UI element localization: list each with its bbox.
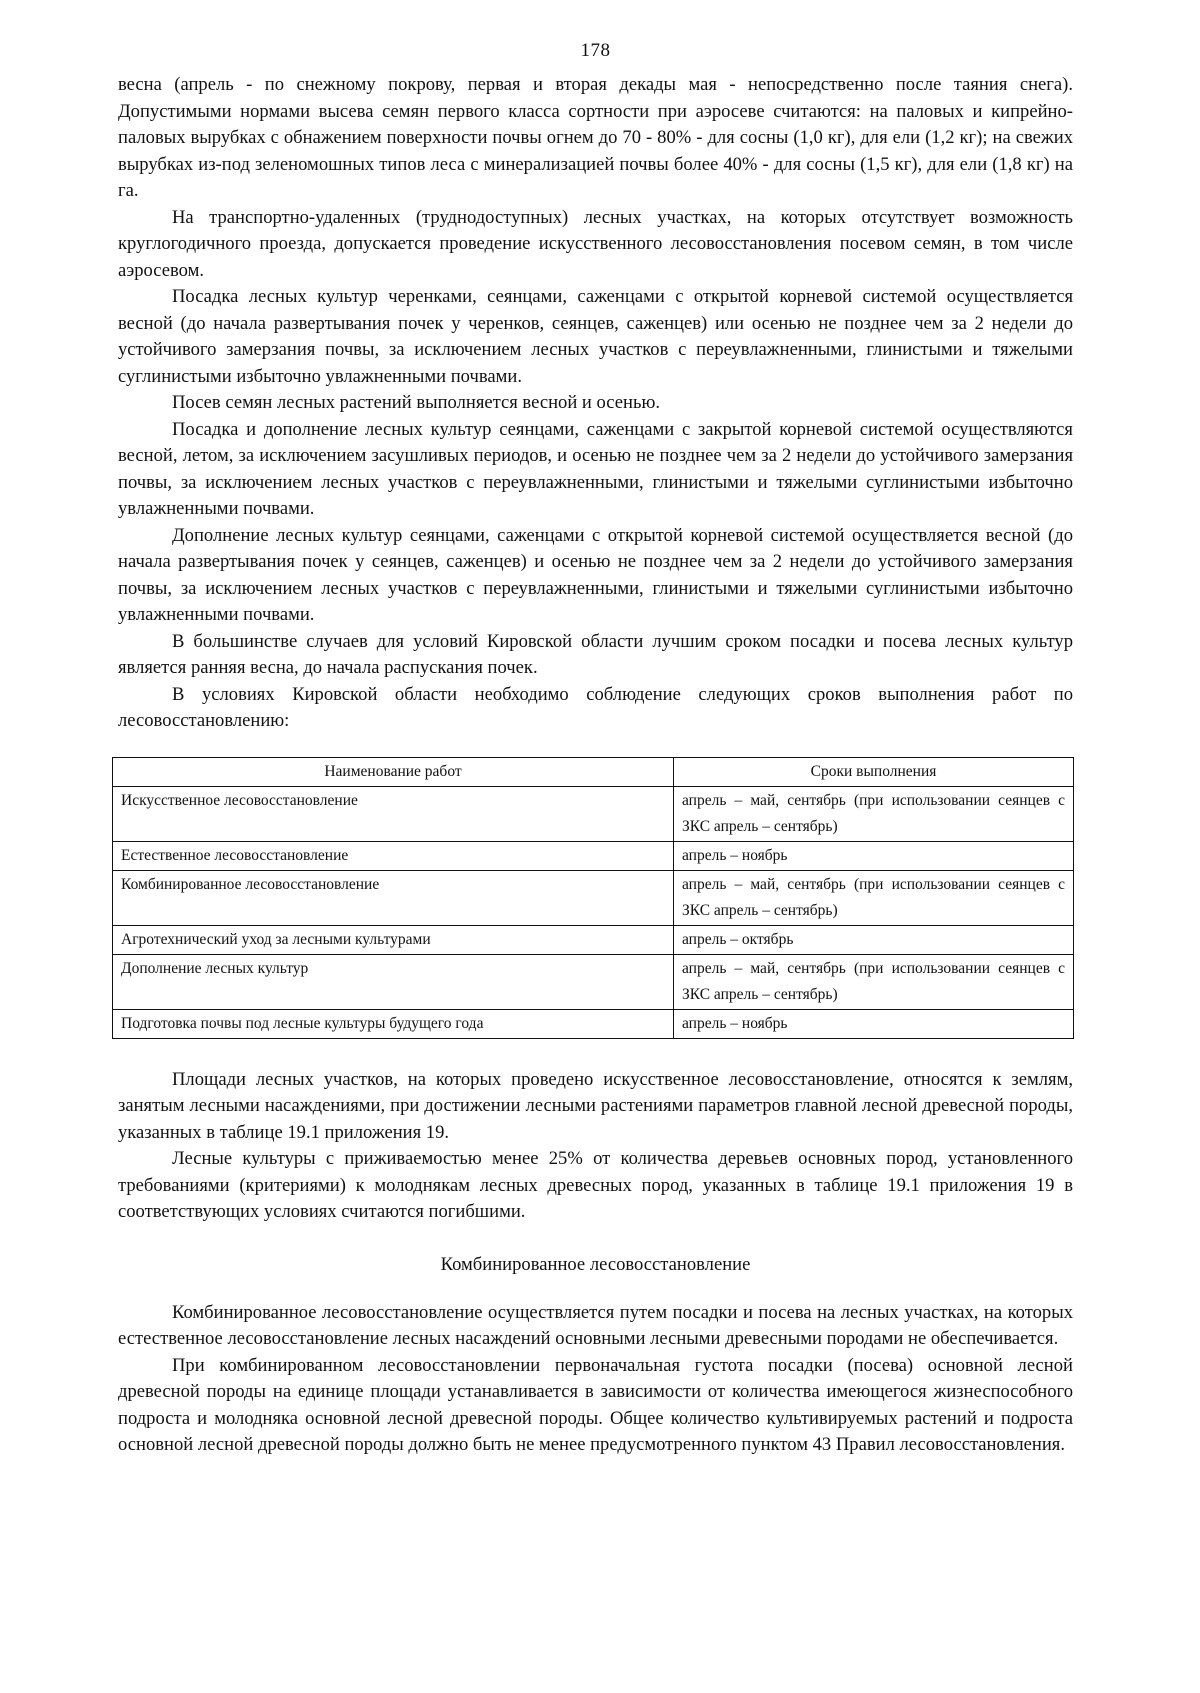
schedule-cell: апрель – ноябрь: [674, 1009, 1074, 1038]
work-name-cell: Естественное лесовосстановление: [113, 841, 674, 870]
paragraph: весна (апрель - по снежному покрову, первая и вторая декады мая - непосредственно после таяния снега). Допустимыми нормами высева семян первого класса сортности при аэросеве считаются: на паловых и кипрейно-паловых вырубках с обнажением поверхности почвы огнем до 70 - 80% - для сосны (1,0 кг), для ели (1,2 кг); на свежих вырубках из-под зеленомошных типов леса с минерализацией почвы более 40% - для сосны (1,5 кг), для ели (1,8 кг) на га.: [118, 74, 1073, 201]
schedule-cell: апрель – ноябрь: [674, 841, 1074, 870]
work-name-cell: Агротехнический уход за лесными культурами: [113, 925, 674, 954]
table-row: [113, 870, 1074, 925]
table-row: [113, 841, 1074, 870]
table-row: [113, 786, 1074, 841]
work-name-cell: Комбинированное лесовосстановление: [113, 870, 674, 925]
document-page: [118, 40, 1073, 1459]
table-row: [113, 954, 1074, 1009]
work-name-cell: Искусственное лесовосстановление: [113, 786, 674, 841]
paragraph: При комбинированном лесовосстановлении первоначальная густота посадки (посева) основной лесной древесной породы на единице площади устанавливается в зависимости от количества имеющегося жизнеспособного подроста и молодняка основной лесной древесной породы. Общее количество культивируемых растений и подроста основной лесной древесной породы должно быть не менее предусмотренного пунктом 43 Правил лесовосстановления.: [118, 1354, 1073, 1455]
column-header: Сроки выполнения: [674, 757, 1074, 786]
paragraph: Посев семян лесных растений выполняется весной и осенью.: [172, 392, 660, 413]
schedule-cell: апрель – май, сентябрь (при использовании сеянцев с ЗКС апрель – сентябрь): [674, 870, 1074, 925]
column-header: Наименование работ: [113, 757, 674, 786]
table-header-row: [113, 757, 1074, 786]
paragraph: Комбинированное лесовосстановление осуществляется путем посадки и посева на лесных участках, на которых естественное лесовосстановление лесных насаждений основными лесными древесными породами не обеспечивается.: [118, 1301, 1073, 1349]
section-heading: Комбинированное лесовосстановление: [440, 1253, 751, 1275]
paragraph: Площади лесных участков, на которых проведено искусственное лесовосстановление, относятся к землям, занятым лесными насаждениями, при достижении лесными растениями параметров главной лесной древесной породы, указанных в таблице 19.1 приложения 19.: [118, 1068, 1073, 1143]
paragraph: В условиях Кировской области необходимо соблюдение следующих сроков выполнения работ по лесовосстановлению:: [118, 683, 1073, 731]
paragraph: Посадка и дополнение лесных культур сеянцами, саженцами с закрытой корневой системой осуществляются весной, летом, за исключением засушливых периодов, и осенью не позднее чем за 2 недели до устойчивого замерзания почвы, за исключением лесных участков с переувлажненными, глинистыми и тяжелыми суглинистыми избыточно увлажненными почвами.: [118, 418, 1073, 519]
paragraph: Лесные культуры с приживаемостью менее 25% от количества деревьев основных пород, установленного требованиями (критериями) к молоднякам лесных древесных пород, указанных в таблице 19.1 приложения 19 в соответствующих условиях считаются погибшими.: [118, 1148, 1073, 1222]
schedule-cell: апрель – май, сентябрь (при использовании сеянцев с ЗКС апрель – сентябрь): [674, 954, 1074, 1009]
paragraph: Дополнение лесных культур сеянцами, саженцами с открытой корневой системой осуществляется весной (до начала развертывания почек у сеянцев, саженцев) и осенью не позднее чем за 2 недели до устойчивого замерзания почвы, за исключением лесных участков с переувлажненными, глинистыми и тяжелыми суглинистыми избыточно увлажненными почвами.: [118, 524, 1073, 625]
table-row: [113, 1009, 1074, 1038]
schedule-cell: апрель – май, сентябрь (при использовании сеянцев с ЗКС апрель – сентябрь): [674, 786, 1074, 841]
schedule-cell: апрель – октябрь: [674, 925, 1074, 954]
paragraph: В большинстве случаев для условий Кировской области лучшим сроком посадки и посева лесных культур является ранняя весна, до начала распускания почек.: [118, 630, 1073, 678]
work-name-cell: Дополнение лесных культур: [113, 954, 674, 1009]
page-number: 178: [580, 40, 611, 61]
spacer: [118, 1039, 1073, 1067]
paragraph: На транспортно-удаленных (труднодоступных) лесных участках, на которых отсутствует возможность круглогодичного проезда, допускается проведение искусственного лесовосстановления посевом семян, в том числе аэросевом.: [118, 206, 1073, 281]
work-name-cell: Подготовка почвы под лесные культуры будущего года: [113, 1009, 674, 1038]
paragraph: Посадка лесных культур черенками, сеянцами, саженцами с открытой корневой системой осуществляется весной (до начала развертывания почек у черенков, сеянцев, саженцев) или осенью не позднее чем за 2 недели до устойчивого замерзания почвы, за исключением лесных участков с переувлажненными, глинистыми и тяжелыми суглинистыми избыточно увлажненными почвами.: [118, 286, 1073, 387]
table-row: [113, 925, 1074, 954]
schedule-table: [112, 757, 1074, 1039]
